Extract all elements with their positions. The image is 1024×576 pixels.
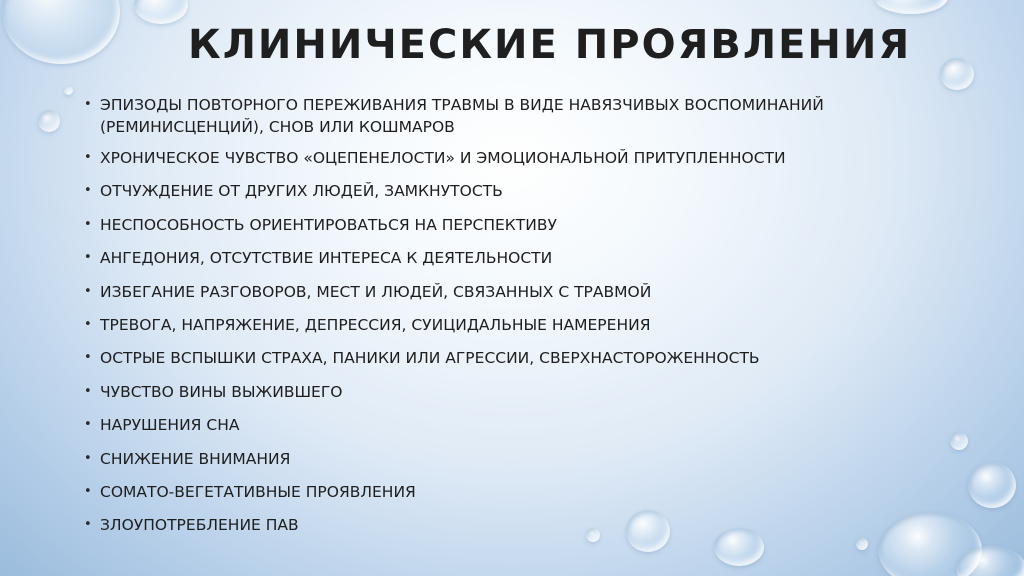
list-item-text: СОМАТО-ВЕГЕТАТИВНЫЕ ПРОЯВЛЕНИЯ	[100, 482, 416, 501]
bullet-icon: •	[84, 216, 92, 232]
bullet-list	[84, 94, 964, 548]
list-item-text: ИЗБЕГАНИЕ РАЗГОВОРОВ, МЕСТ И ЛЮДЕЙ, СВЯЗАННЫХ С ТРАВМОЙ	[100, 282, 652, 301]
slide-title: КЛИНИЧЕСКИЕ ПРОЯВЛЕНИЯ	[188, 22, 912, 68]
bullet-icon: •	[84, 350, 92, 366]
bullet-icon: •	[84, 417, 92, 433]
bullet-icon: •	[84, 150, 92, 165]
list-item-text: НАРУШЕНИЯ СНА	[100, 416, 240, 435]
water-drop-decoration	[874, 0, 948, 14]
list-item-text: ЗЛОУПОТРЕБЛЕНИЕ ПАВ	[100, 516, 299, 535]
list-item	[84, 214, 964, 236]
bullet-icon: •	[84, 450, 92, 466]
list-item	[84, 514, 964, 536]
list-item-text: ТРЕВОГА, НАПРЯЖЕНИЕ, ДЕПРЕССИЯ, СУИЦИДАЛЬНЫЕ НАМЕРЕНИЯ	[100, 315, 651, 334]
bullet-icon: •	[84, 517, 92, 533]
list-item	[84, 94, 964, 138]
list-item-text: ЭПИЗОДЫ ПОВТОРНОГО ПЕРЕЖИВАНИЯ ТРАВМЫ В ВИДЕ НАВЯЗЧИВЫХ ВОСПОМИНАНИЙ	[100, 96, 824, 114]
bullet-icon: •	[84, 483, 92, 499]
list-item	[84, 147, 964, 169]
list-item	[84, 481, 964, 503]
list-item	[84, 448, 964, 470]
bullet-icon: •	[84, 383, 92, 399]
list-item	[84, 180, 964, 202]
list-item-text: СНИЖЕНИЕ ВНИМАНИЯ	[100, 449, 291, 468]
list-item	[84, 247, 964, 269]
list-item	[84, 281, 964, 303]
list-item	[84, 314, 964, 336]
list-item-text: ХРОНИЧЕСКОЕ ЧУВСТВО «ОЦЕПЕНЕЛОСТИ» И ЭМОЦИОНАЛЬНОЙ ПРИТУПЛЕННОСТИ	[100, 149, 786, 167]
bullet-icon: •	[84, 183, 92, 199]
bullet-icon: •	[84, 250, 92, 266]
list-item-text: АНГЕДОНИЯ, ОТСУТСТВИЕ ИНТЕРЕСА К ДЕЯТЕЛЬНОСТИ	[100, 249, 553, 268]
list-item-text: ЧУВСТВО ВИНЫ ВЫЖИВШЕГО	[100, 382, 343, 401]
water-drop-decoration	[940, 58, 974, 90]
list-item	[84, 414, 964, 436]
list-item	[84, 381, 964, 403]
water-drop-decoration	[64, 86, 73, 95]
water-drop-decoration	[134, 0, 188, 24]
bullet-icon: •	[84, 283, 92, 299]
list-item-text-continued: (РЕМИНИСЦЕНЦИЙ), СНОВ ИЛИ КОШМАРОВ	[100, 118, 455, 136]
list-item-text: ОТЧУЖДЕНИЕ ОТ ДРУГИХ ЛЮДЕЙ, ЗАМКНУТОСТЬ	[100, 182, 503, 201]
water-drop-decoration	[968, 462, 1016, 508]
list-item-text: НЕСПОСОБНОСТЬ ОРИЕНТИРОВАТЬСЯ НА ПЕРСПЕКТИВУ	[100, 215, 557, 234]
water-drop-decoration	[2, 0, 120, 64]
list-item-text: ОСТРЫЕ ВСПЫШКИ СТРАХА, ПАНИКИ ИЛИ АГРЕССИИ, СВЕРХНАСТОРОЖЕННОСТЬ	[100, 349, 760, 368]
bullet-icon: •	[84, 97, 92, 112]
list-item	[84, 347, 964, 369]
bullet-icon: •	[84, 316, 92, 332]
water-drop-decoration	[38, 110, 60, 132]
